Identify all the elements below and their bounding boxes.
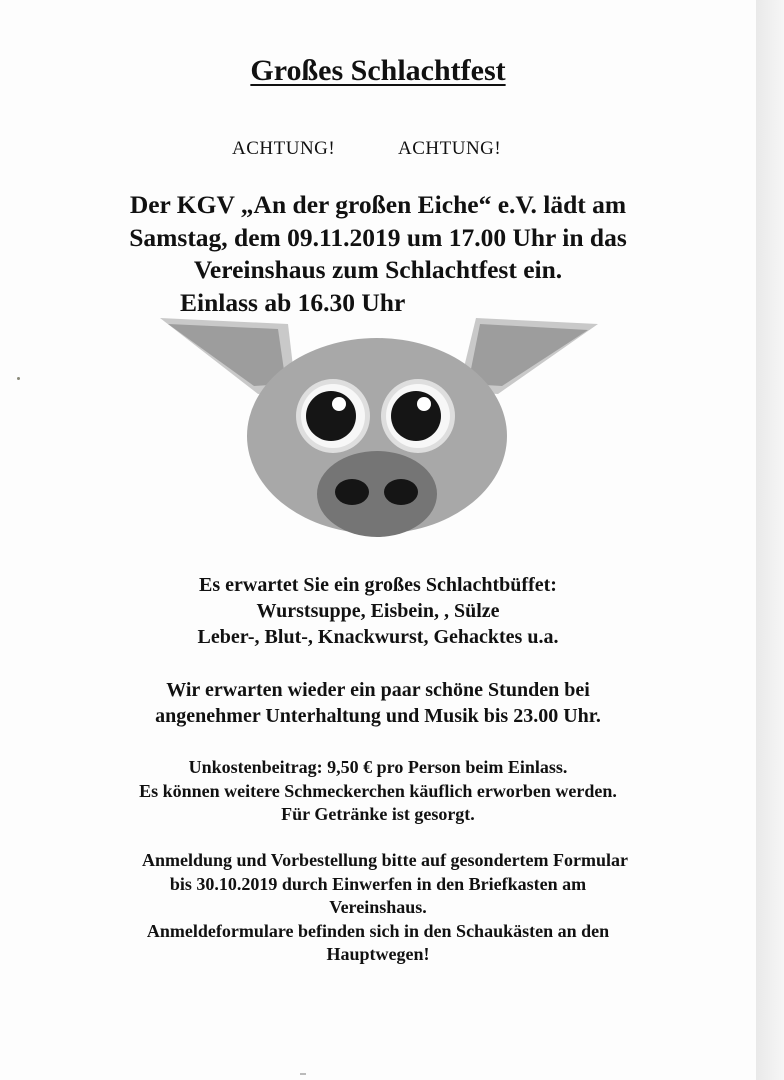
registration-section (0, 849, 756, 967)
page-edge (756, 0, 784, 1080)
flyer-title: Großes Schlachtfest (250, 54, 506, 87)
registration-line-3: Vereinshaus. (329, 897, 427, 917)
costs-section (0, 756, 756, 827)
entertainment-line-2: angenehmer Unterhaltung und Musik bis 23.00 Uhr. (155, 705, 601, 727)
registration-line-1: Anmeldung und Vorbestellung bitte auf gesondertem Formular (141, 850, 629, 870)
invitation-line-3: Vereinshaus zum Schlachtfest ein. (193, 255, 563, 284)
cost-contribution: Unkostenbeitrag: 9,50 € pro Person beim Einlass. (188, 757, 568, 777)
paper-speck (17, 377, 20, 380)
invitation-line-2: Samstag, dem 09.11.2019 um 17.00 Uhr in das (129, 223, 627, 252)
buffet-section (0, 572, 756, 650)
buffet-items-2: Leber-, Blut-, Knackwurst, Gehacktes u.a. (197, 626, 559, 648)
pig-right-eye (381, 379, 455, 453)
registration-line-2: bis 30.10.2019 durch Einwerfen in den Briefkasten am (169, 873, 587, 894)
cost-drinks: Für Getränke ist gesorgt. (281, 804, 475, 824)
cost-extra-food: Es können weitere Schmeckerchen käuflich erworben werden. (139, 780, 617, 801)
entertainment-line-1: Wir erwarten wieder ein paar schöne Stunden bei (166, 679, 590, 701)
admission-time: Einlass ab 16.30 Uhr (180, 288, 406, 317)
pig-face-illustration (158, 312, 600, 542)
buffet-items-1: Wurstsuppe, Eisbein, , Sülze (256, 600, 500, 622)
attention-label-2: ACHTUNG! (398, 138, 502, 159)
paper-mark (300, 1073, 306, 1075)
attention-label-1: ACHTUNG! (232, 138, 336, 159)
registration-line-5: Hauptwegen! (326, 944, 430, 964)
invitation-line-1: Der KGV „An der großen Eiche“ e.V. lädt am (129, 190, 627, 219)
pig-snout (317, 451, 437, 537)
registration-line-4: Anmeldeformulare befinden sich in den Schaukästen an den (146, 920, 610, 941)
buffet-heading: Es erwartet Sie ein großes Schlachtbüffet: (199, 574, 557, 596)
entertainment-section (0, 677, 756, 729)
pig-left-eye (296, 379, 370, 453)
